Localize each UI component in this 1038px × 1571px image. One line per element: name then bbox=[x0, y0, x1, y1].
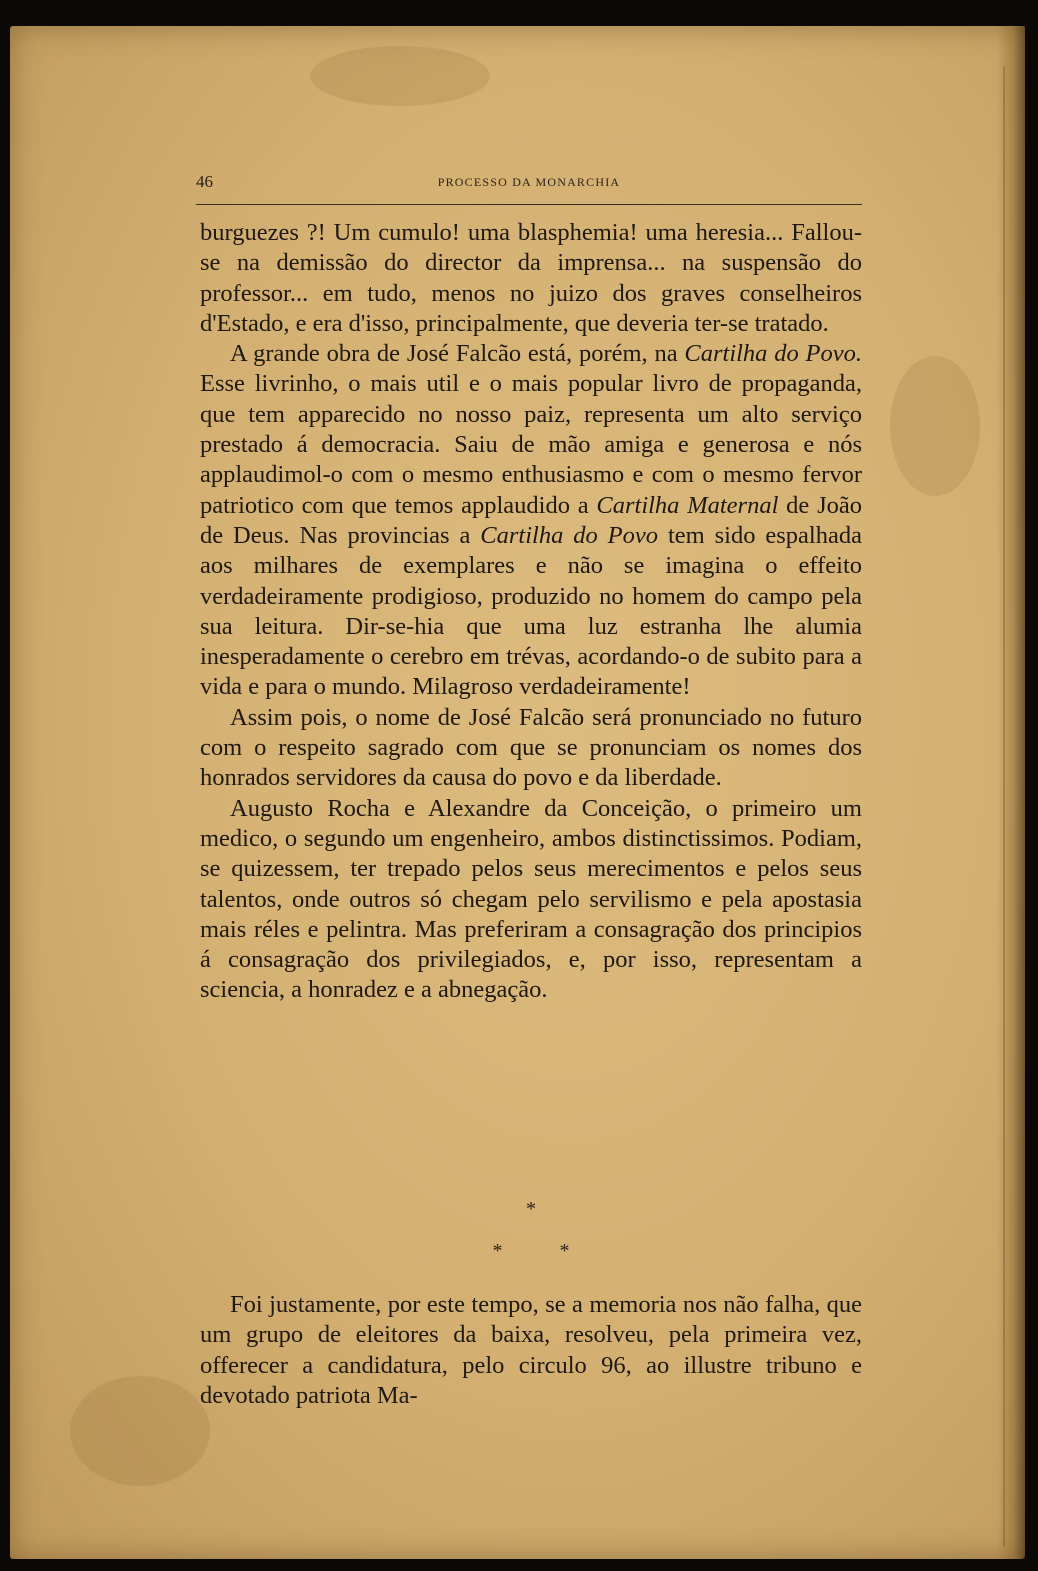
paragraph-text: Esse livrinho, o mais util e o mais popular livro de propaganda, que tem apparecido no nosso paiz, representa um alto serviço prestado á democracia. Saiu de mão amiga e generosa e nós applaudimol-o com o mesmo enthusiasmo e com o mesmo fervor patriotico com que temos applaudido a bbox=[200, 370, 862, 519]
paper-stain bbox=[70, 1376, 210, 1486]
header-rule bbox=[196, 204, 862, 205]
italic-title: Cartilha Maternal bbox=[596, 491, 779, 519]
body-paragraph bbox=[200, 794, 862, 1006]
paper-stain bbox=[310, 46, 490, 106]
asterisk-mark: * bbox=[559, 1240, 570, 1262]
asterism-top bbox=[200, 1198, 862, 1221]
paragraph-text: Augusto Rocha e Alexandre da Conceição, o primeiro um medico, o segundo um engenheiro, ambos distinctissimos. Podiam, se quizessem, ter trepado pelos seus merecimentos e pelos seus talentos, onde outros só chegam pelo servilismo e pela apostasia mais réles e pelintra. Mas preferiram a consagração dos principios á consagração dos privilegiados, e, por isso, representam a sciencia, a honradez e a abnegação. bbox=[200, 794, 862, 1004]
body-paragraph bbox=[200, 339, 862, 703]
paragraph-text: tem sido espalhada aos milhares de exemplares e não se imagina o effeito verdadeiramente prodigioso, produzido no homem do campo pela sua leitura. Dir-se-hia que uma luz estranha lhe alumia inesperadamente o cerebro em trévas, acordando-o de subito para a vida e para o mundo. Milagroso verdadeiramente! bbox=[200, 521, 862, 701]
running-title: PROCESSO DA MONARCHIA bbox=[437, 175, 621, 189]
asterisk-mark: * bbox=[526, 1198, 536, 1220]
body-paragraph bbox=[200, 218, 862, 339]
asterisk-mark: * bbox=[492, 1240, 503, 1262]
closing-section bbox=[200, 1290, 862, 1411]
italic-title: Cartilha do Povo. bbox=[684, 340, 862, 368]
italic-title: Cartilha do Povo bbox=[480, 521, 659, 549]
paragraph-text: burguezes ?! Um cumulo! uma blasphemia! uma heresia... Fallou-se na demissão do director da imprensa... na suspensão do professor... em tudo, menos no juizo dos graves conselheiros d'Estado, e era d'isso, principalmente, que deveria ter-se tratado. bbox=[200, 219, 862, 337]
body-text bbox=[200, 218, 862, 1006]
paragraph-text: de João de Deus. Nas provincias a bbox=[200, 491, 862, 549]
paragraph-text: Assim pois, o nome de José Falcão será pronunciado no futuro com o respeito sagrado com que se pronunciam os nomes dos honrados servidores da causa do povo e da liberdade. bbox=[200, 703, 862, 792]
closing-paragraph: Foi justamente, por este tempo, se a memoria nos não falha, que um grupo de eleitores da baixa, resolveu, pela primeira vez, offerecer a candidatura, pelo circulo 96, ao illustre tribuno e devotado patriota Ma- bbox=[200, 1291, 862, 1409]
page-edge-shadow bbox=[997, 26, 1025, 1559]
asterism-bottom bbox=[200, 1240, 862, 1263]
paragraph-text: A grande obra de José Falcão está, porém, na bbox=[230, 340, 685, 368]
page-number: 46 bbox=[196, 172, 213, 191]
body-paragraph bbox=[200, 703, 862, 794]
paper-stain bbox=[890, 356, 980, 496]
running-header bbox=[196, 172, 862, 200]
